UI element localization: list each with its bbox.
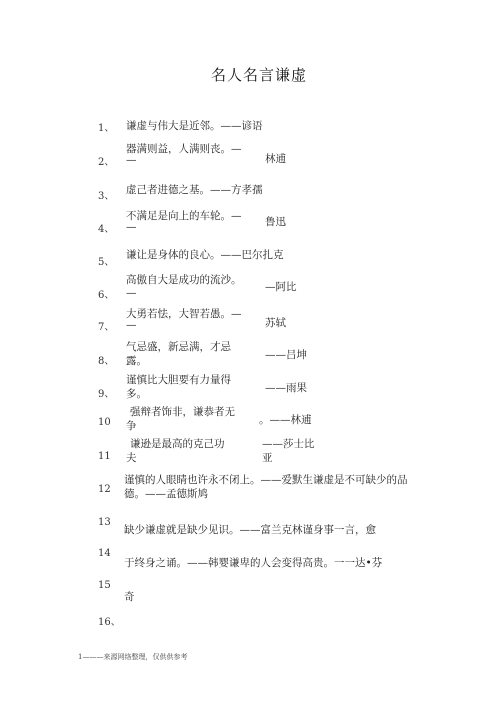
item-number: 15: [98, 580, 111, 591]
quote-author: 林逋: [265, 153, 286, 165]
item-number: 9、: [98, 389, 115, 400]
quote-author: 鲁迅: [265, 216, 286, 228]
item-number: 11: [98, 451, 111, 462]
quote-text: 强辩者饰非，谦恭者无: [130, 406, 235, 418]
page-footer: 1———来源网络整理，仅供供参考: [78, 653, 188, 661]
item-number: 13: [98, 517, 111, 528]
item-number: 6、: [98, 290, 115, 301]
item-number: 8、: [98, 356, 115, 367]
quote-author: 。——林逋: [259, 414, 312, 426]
item-number: 2、: [98, 157, 115, 168]
quote-text: 谨慎比大胆要有力量得: [126, 374, 231, 386]
quote-text: 高傲自大是成功的流沙。: [126, 274, 242, 286]
quote-text: 缺少谦虚就是缺少见识。——富兰克林谨身事一言，愈: [124, 524, 376, 536]
quote-text: 奇: [124, 591, 135, 603]
quote-text: 于终身之诵。——韩婴谦卑的人会变得高贵。一一达•芬: [124, 557, 383, 569]
quote-text: 露。: [126, 355, 147, 367]
item-number: 3、: [98, 191, 115, 202]
quote-author: ——吕坤: [265, 349, 307, 361]
quote-text: 多。: [126, 388, 147, 400]
quote-dash: —: [126, 154, 137, 166]
quote-dash: —: [126, 287, 137, 299]
quote-author: —阿比: [265, 281, 297, 293]
item-number: 10: [98, 417, 111, 428]
item-number: 16、: [98, 617, 121, 628]
item-number: 7、: [98, 322, 115, 333]
quote-text: 大勇若怯，大智若愚。—: [126, 308, 242, 320]
quote-text: 谦逊是最高的克己功: [130, 438, 225, 450]
quote-author: ——雨果: [265, 382, 307, 394]
quote-paragraph: 谨慎的人眼睛也许永不闭上。——爱默生谦虚是不可缺少的品德。——孟德斯鸠: [124, 474, 408, 500]
quote-author-cut: 亚: [262, 452, 273, 464]
quote-text: 谦虚与伟大是近邻。——谚语: [126, 120, 263, 132]
item-number: 1、: [98, 123, 115, 134]
quote-text: 谦让是身体的良心。——巴尔扎克: [126, 249, 284, 261]
quote-dash: —: [126, 221, 137, 233]
item-number: 4、: [98, 224, 115, 235]
quote-author: 苏轼: [265, 317, 286, 329]
item-number: 12: [98, 484, 111, 495]
quote-text: 气忌盛，新忌满，才忌: [126, 341, 231, 353]
quote-dash: —: [126, 319, 137, 331]
quote-text: 虚己者进德之基。——方孝孺: [126, 184, 263, 196]
page-title: 名人名言谦虚: [210, 66, 307, 84]
quote-text: 争: [126, 420, 137, 432]
quote-text: 器满则益，人满则丧。—: [126, 143, 242, 155]
quote-author: ——莎士比: [262, 438, 315, 450]
item-number: 14: [98, 548, 111, 559]
item-number: 5、: [98, 257, 115, 268]
quote-text-cut: 夫: [126, 452, 137, 464]
quote-text: 不满足是向上的车轮。—: [126, 210, 242, 222]
